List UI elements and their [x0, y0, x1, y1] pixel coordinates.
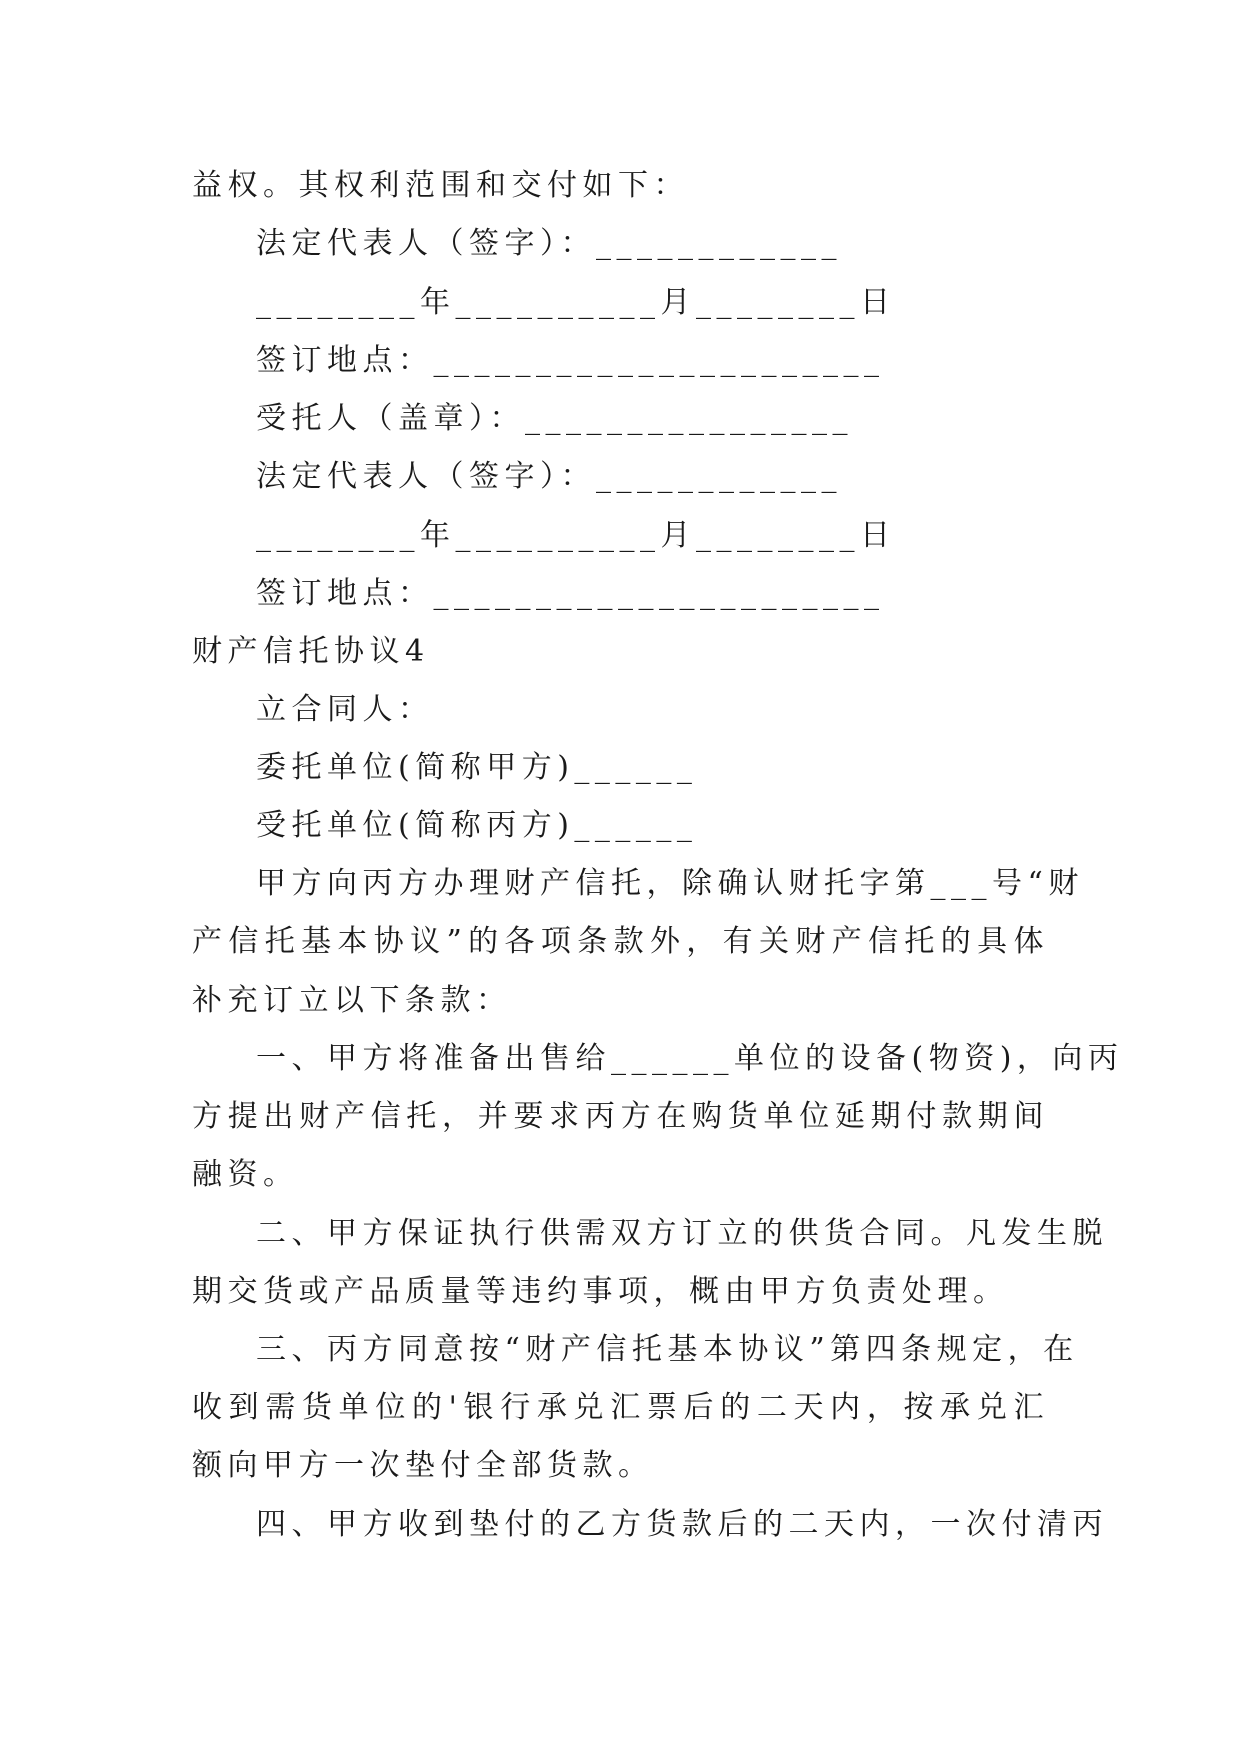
intro-paragraph-line: 产信托基本协议”的各项条款外，有关财产信托的具体	[192, 924, 1049, 959]
clause-3-line: 额向甲方一次垫付全部货款。	[192, 1448, 654, 1483]
contract-parties-label: 立合同人：	[256, 692, 434, 727]
signing-place-line: 签订地点：______________________	[256, 343, 885, 378]
clause-1-line: 一、甲方将准备出售给______单位的设备(物资)，向丙	[256, 1041, 1124, 1076]
clause-1-line: 方提出财产信托，并要求丙方在购货单位延期付款期间	[192, 1099, 1049, 1134]
party-a-line: 委托单位(简称甲方)______	[256, 750, 698, 785]
clause-1-line: 融资。	[192, 1157, 299, 1192]
clause-3-line: 收到需货单位的'银行承兑汇票后的二天内，按承兑汇	[192, 1390, 1049, 1425]
legal-representative-signature-line: 法定代表人（签字）：____________	[256, 226, 842, 261]
signing-place-line: 签订地点：______________________	[256, 576, 885, 611]
clause-2-line: 二、甲方保证执行供需双方订立的供货合同。凡发生脱	[256, 1216, 1108, 1251]
intro-paragraph-line: 补充订立以下条款：	[192, 983, 512, 1018]
text-line-rights-scope: 益权。其权利范围和交付如下：	[192, 168, 689, 203]
clause-4-line: 四、甲方收到垫付的乙方货款后的二天内，一次付清丙	[256, 1507, 1108, 1542]
intro-paragraph-line: 甲方向丙方办理财产信托，除确认财托字第___号“财	[256, 866, 1084, 901]
trustee-seal-line: 受托人（盖章）：________________	[256, 401, 853, 436]
date-line: ________年__________月________日	[256, 518, 896, 553]
date-line: ________年__________月________日	[256, 285, 896, 320]
party-c-line: 受托单位(简称丙方)______	[256, 808, 698, 843]
legal-representative-signature-line: 法定代表人（签字）：____________	[256, 459, 842, 494]
section-heading: 财产信托协议4	[192, 634, 430, 669]
clause-2-line: 期交货或产品质量等违约事项，概由甲方负责处理。	[192, 1274, 1009, 1309]
clause-3-line: 三、丙方同意按“财产信托基本协议”第四条规定，在	[256, 1332, 1079, 1367]
